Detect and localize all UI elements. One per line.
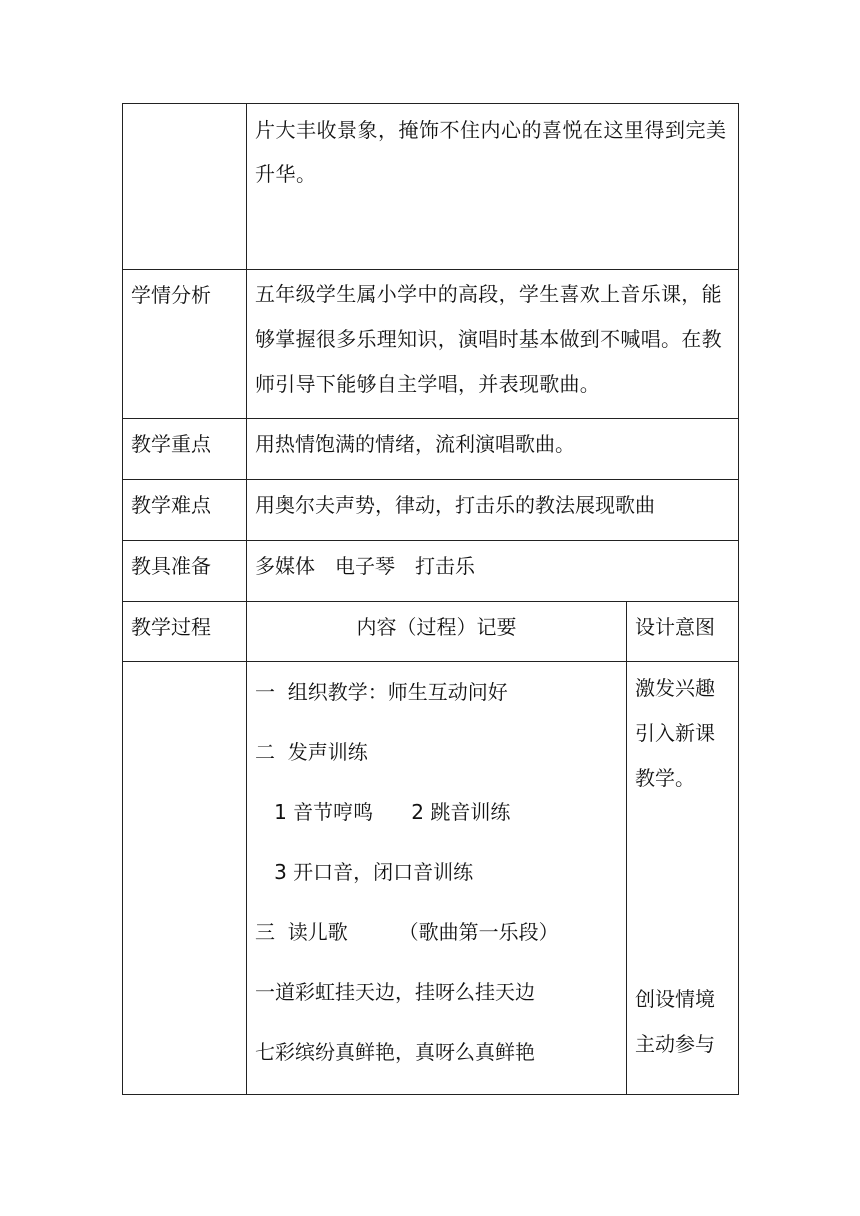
analysis-content-cell [247, 270, 739, 419]
intent-header-cell [627, 602, 739, 662]
design-intent-line: 激发兴趣 [635, 676, 715, 700]
lesson-plan-table [122, 103, 739, 1095]
table-row [123, 480, 739, 541]
design-intent-line: 引入新课 [635, 721, 715, 745]
process-step: 1 音节哼鸣 2 跳音训练 [255, 800, 511, 824]
design-intent-line: 创设情境 [635, 987, 715, 1011]
table-row [123, 270, 739, 419]
row-label-process [123, 602, 247, 662]
difficulty-content-cell [247, 480, 739, 541]
table-row [123, 662, 739, 1095]
focus-text: 用热情饱满的情绪，流利演唱歌曲。 [255, 432, 575, 456]
intro-text: 片大丰收景象，掩饰不住内心的喜悦在这里得到完美升华。 [255, 118, 727, 186]
tools-text: 多媒体 电子琴 打击乐 [255, 554, 475, 578]
table-row [123, 602, 739, 662]
process-step: 七彩缤纷真鲜艳，真呀么真鲜艳 [255, 1040, 535, 1064]
row-label-focus [123, 419, 247, 480]
row-label-analysis [123, 270, 247, 419]
tools-content-cell [247, 541, 739, 602]
design-intent-line: 主动参与 [635, 1032, 715, 1056]
intro-content-cell [247, 104, 739, 270]
process-steps-cell [247, 662, 627, 1095]
empty-label-cell [123, 662, 247, 1095]
row-label-text: 教学难点 [131, 493, 211, 517]
table-row [123, 419, 739, 480]
process-step: 3 开口音，闭口音训练 [255, 860, 474, 884]
content-header: 内容（过程）记要 [356, 615, 517, 639]
design-intent-cell [627, 662, 739, 1095]
row-label-text: 教学重点 [131, 432, 211, 456]
content-header-cell [247, 602, 627, 662]
process-step: 一道彩虹挂天边，挂呀么挂天边 [255, 980, 535, 1004]
row-label-text: 教具准备 [131, 554, 211, 578]
row-label-difficulty [123, 480, 247, 541]
row-label-text: 教学过程 [131, 615, 211, 639]
focus-content-cell [247, 419, 739, 480]
row-label-tools [123, 541, 247, 602]
empty-label-cell [123, 104, 247, 270]
table-row [123, 541, 739, 602]
process-step: 一 组织教学：师生互动问好 [255, 680, 508, 704]
intent-header: 设计意图 [635, 615, 715, 639]
row-label-text: 学情分析 [131, 283, 211, 307]
difficulty-text: 用奥尔夫声势，律动，打击乐的教法展现歌曲 [255, 493, 655, 517]
spacer [635, 801, 730, 977]
process-step: 三 读儿歌 （歌曲第一乐段） [255, 920, 559, 944]
analysis-text: 五年级学生属小学中的高段，学生喜欢上音乐课，能够掌握很多乐理知识，演唱时基本做到不喊唱。在教师引导下能够自主学唱，并表现歌曲。 [255, 282, 722, 396]
design-intent-line: 教学。 [635, 766, 695, 790]
process-step: 二 发声训练 [255, 740, 368, 764]
table-row [123, 104, 739, 270]
